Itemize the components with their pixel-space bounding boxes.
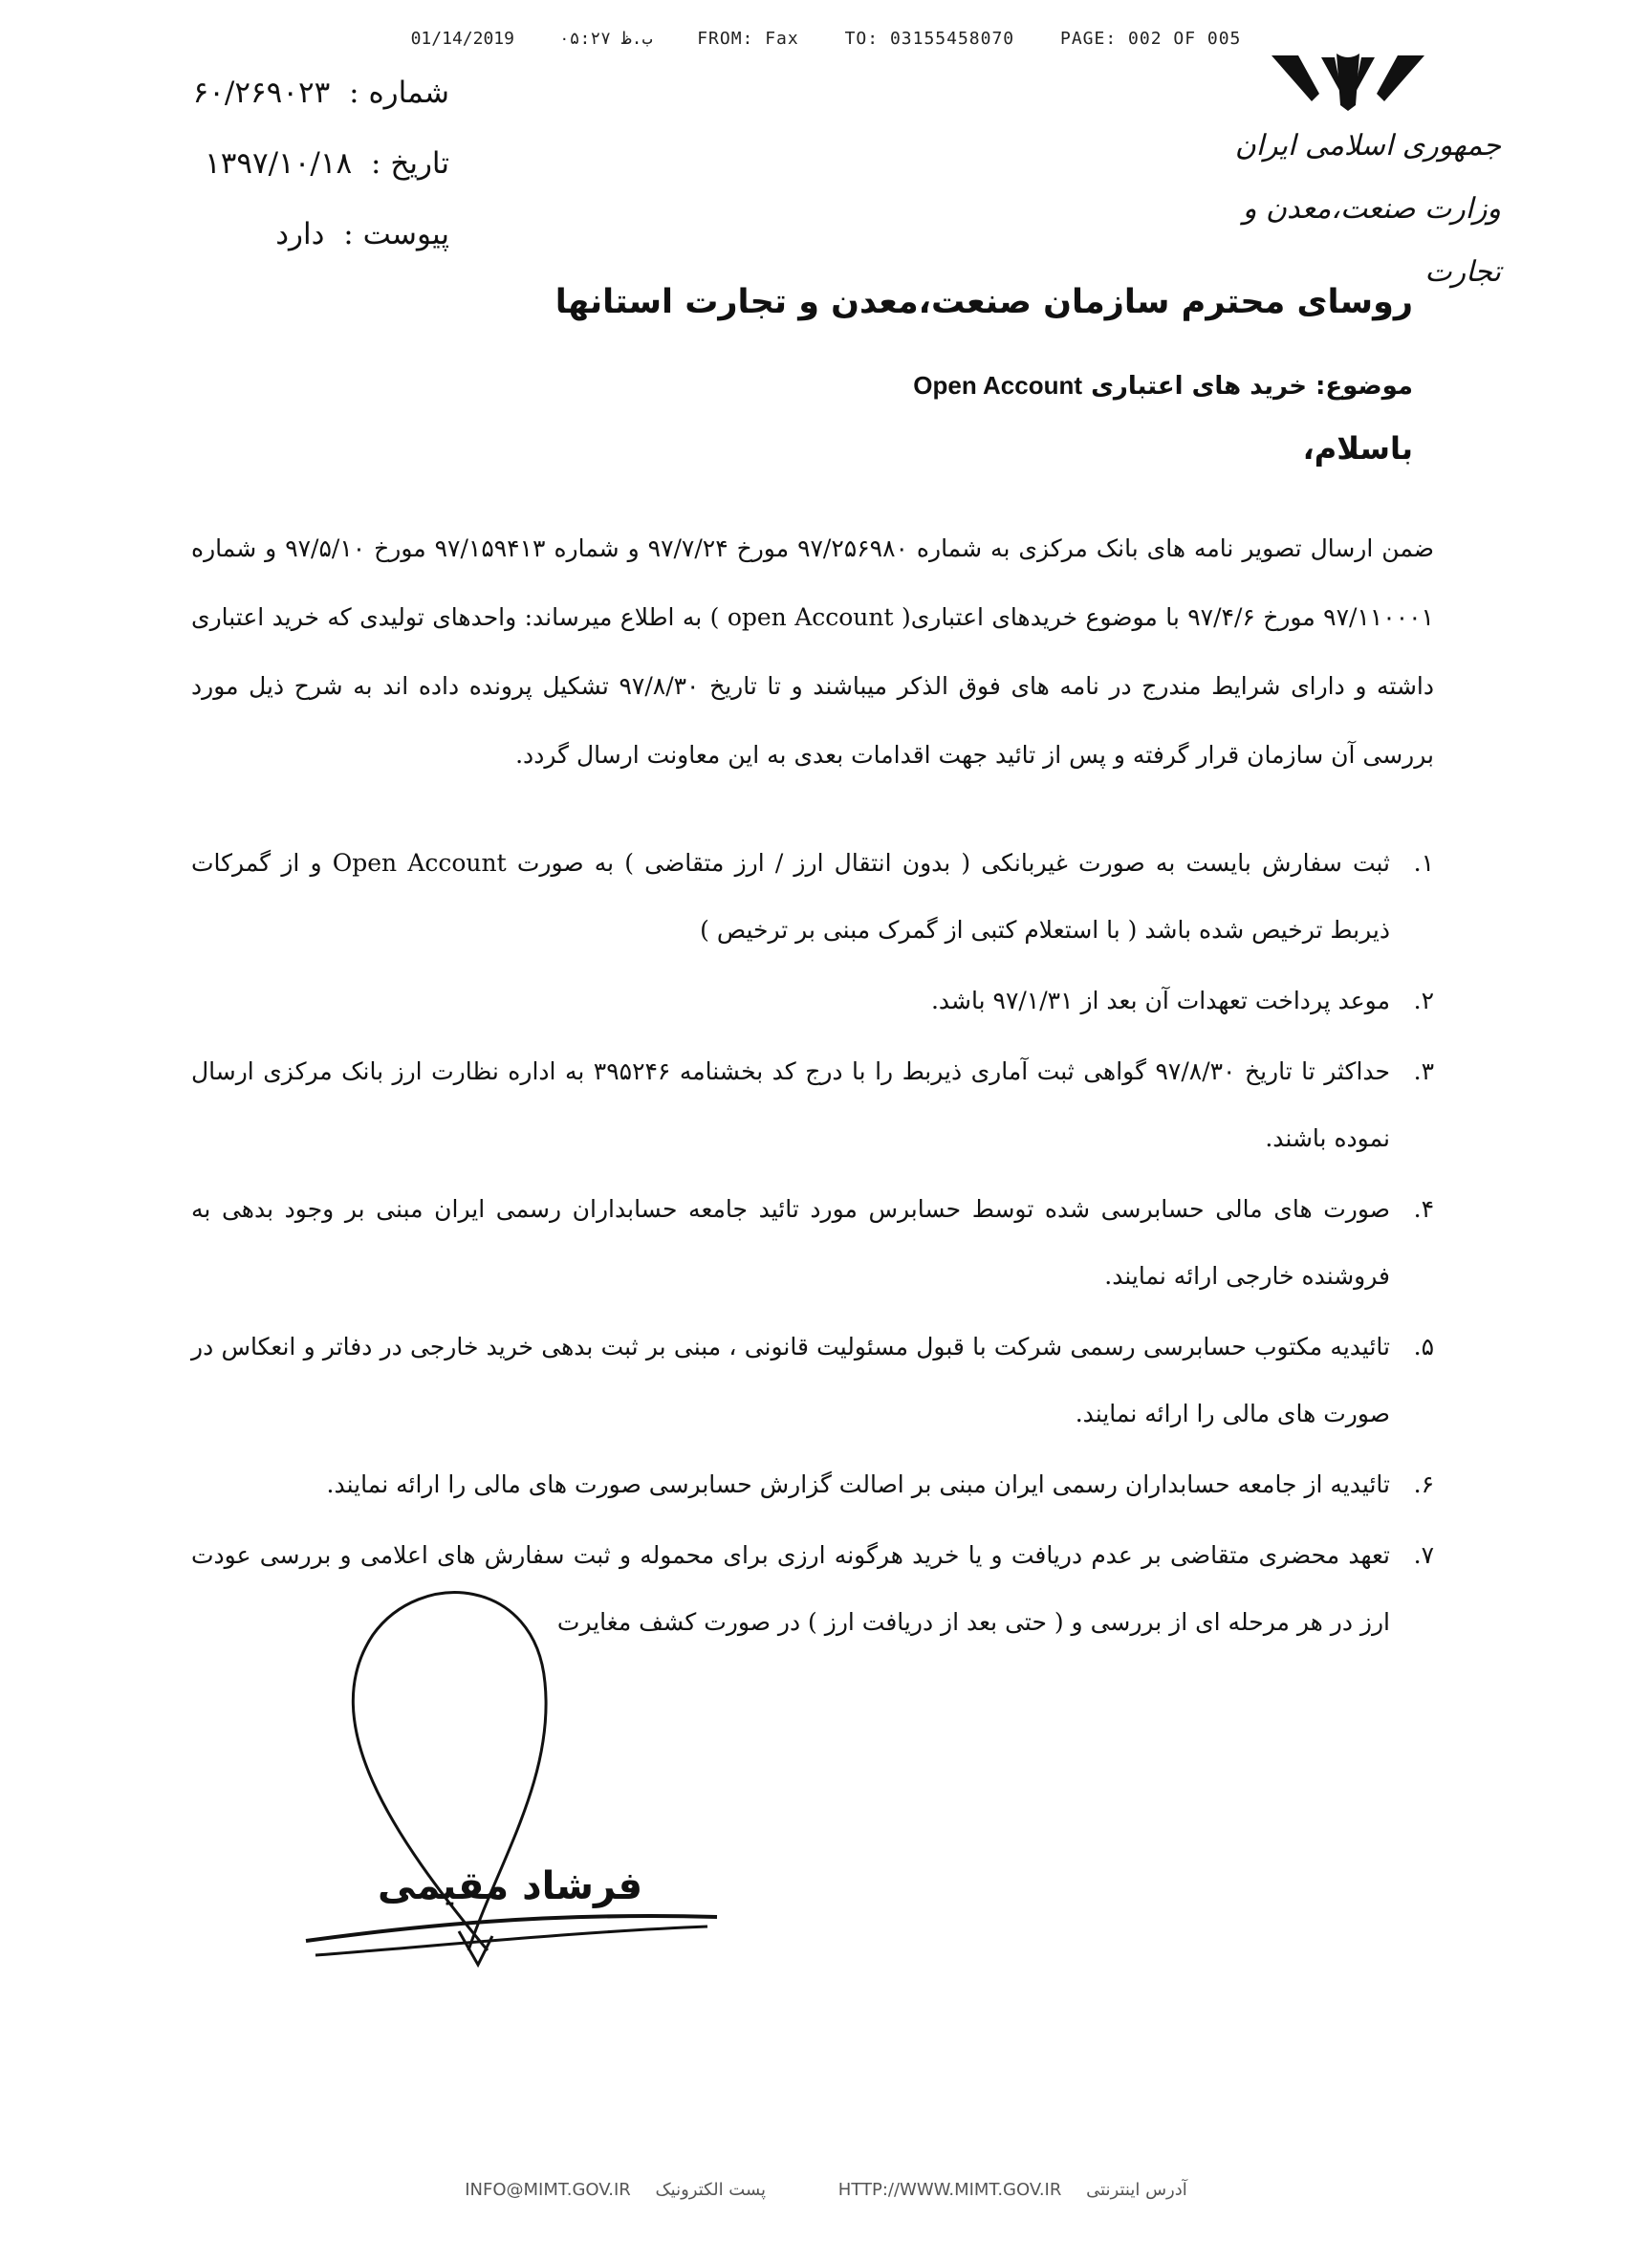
letter-body <box>191 514 1434 790</box>
list-item-number: ۶. <box>1413 1470 1434 1498</box>
list-item-number: ۲. <box>1413 987 1434 1014</box>
fax-from: FROM: Fax <box>697 29 799 49</box>
letter-number-label: شماره : <box>349 76 449 110</box>
list-item <box>191 1314 1434 1448</box>
letter-attachment-value: دارد <box>275 217 325 251</box>
list-item-text: موعد پرداخت تعهدات آن بعد از ۹۷/۱/۳۱ باشد. <box>930 987 1390 1014</box>
letter-attachment-label: پیوست : <box>343 217 449 251</box>
body-paragraph: ضمن ارسال تصویر نامه های بانک مرکزی به شماره ۹۷/۲۵۶۹۸۰ مورخ ۹۷/۷/۲۴ و شماره ۹۷/۱۵۹۴۱۳ مورخ ۹۷/۵/۱۰ و شماره ۹۷/۱۱۰۰۰۱ مورخ ۹۷/۴/۶ با موضوع خریدهای اعتباری( open Account ) به اطلاع میرساند: واحدهای تولیدی که خرید اعتباری داشته و دارای شرایط مندرج در نامه های فوق الذکر میباشند و تا تاریخ ۹۷/۸/۳۰ تشکیل پرونده داده اند به شرح ذیل مورد بررسی آن سازمان قرار گرفته و پس از تائید جهت اقدامات بعدی به این معاونت ارسال گردد. <box>191 534 1435 769</box>
signature-scribble <box>296 1549 736 1989</box>
list-item-text: صورت های مالی حسابرسی شده توسط حسابرس مورد تائید جامعه حسابداران رسمی ایران مبنی بر وجود بدهی به فروشنده خارجی ارائه نمایند. <box>191 1195 1390 1290</box>
list-item-text: ثبت سفارش بایست به صورت غیربانکی ( بدون انتقال ارز / ارز متقاضی ) به صورت Open Account و از گمرکات ذیربط ترخیص شده باشد ( با استعلام کتبی از گمرک مبنی بر ترخیص ) <box>191 849 1390 944</box>
fax-header <box>0 29 1652 49</box>
list-item-text: تائیدیه مکتوب حسابرسی رسمی شرکت با قبول مسئولیت قانونی ، مبنی بر ثبت بدهی خرید خارجی در دفاتر و انعکاس در صورت های مالی را ارائه نمایند. <box>191 1333 1390 1427</box>
list-item-text: تعهد محضری متقاضی بر عدم دریافت و یا خرید هرگونه ارزی برای محموله و ثبت سفارش های اعلامی و بررسی عودت ارز در هر مرحله ای از بررسی و ( حتی بعد از دریافت ارز ) در صورت کشف مغایرت <box>191 1541 1390 1636</box>
list-item <box>191 830 1434 964</box>
subject-line <box>913 371 1413 401</box>
list-item-text: تائیدیه از جامعه حسابداران رسمی ایران مبنی بر اصالت گزارش حسابرسی صورت های مالی را ارائه نمایند. <box>326 1470 1390 1498</box>
letter-footer <box>0 2180 1652 2200</box>
list-item-number: ۵. <box>1413 1333 1434 1360</box>
footer-website-label: آدرس اینترنتی <box>1086 2180 1187 2200</box>
list-item-text: حداکثر تا تاریخ ۹۷/۸/۳۰ گواهی ثبت آماری ذیربط را با درج کد بخشنامه ۳۹۵۲۴۶ به اداره نظارت ارز بانک مرکزی ارسال نموده باشند. <box>191 1057 1390 1152</box>
organization-block <box>1214 115 1501 304</box>
letter-meta <box>124 57 449 270</box>
list-item-number: ۷. <box>1413 1541 1434 1569</box>
letter-date-row <box>124 128 449 199</box>
salutation: باسلام، <box>1302 430 1413 467</box>
letter-date-value: ۱۳۹۷/۱۰/۱۸ <box>205 146 353 181</box>
requirements-list <box>191 830 1434 1656</box>
organization-line-1: جمهوری اسلامی ایران <box>1234 129 1501 163</box>
list-item-number: ۴. <box>1413 1195 1434 1223</box>
organization-line-2: وزارت صنعت،معدن و تجارت <box>1242 192 1501 289</box>
signer-name: فرشاد مقیمی <box>378 1864 643 1908</box>
fax-to: TO: 03155458070 <box>844 29 1015 49</box>
list-item <box>191 968 1434 1034</box>
list-item <box>191 1451 1434 1518</box>
subject-label: موضوع: خرید های اعتباری <box>1091 372 1413 401</box>
fax-page: PAGE: 002 OF 005 <box>1060 29 1242 49</box>
iran-emblem-icon <box>1252 48 1444 115</box>
list-item-number: ۳. <box>1413 1057 1434 1085</box>
list-item-number: ۱. <box>1413 849 1434 877</box>
list-item <box>191 1176 1434 1310</box>
footer-email: INFO@MIMT.GOV.IR <box>465 2180 631 2200</box>
recipient-line: روسای محترم سازمان صنعت،معدن و تجارت استانها <box>554 283 1413 321</box>
letter-date-label: تاریخ : <box>371 146 449 181</box>
footer-email-label: پست الکترونیک <box>655 2180 767 2200</box>
footer-website: HTTP://WWW.MIMT.GOV.IR <box>837 2180 1062 2200</box>
fax-time: ب.ظ ۰۵:۲۷ <box>558 29 653 49</box>
list-item <box>191 1038 1434 1172</box>
letter-number-row <box>124 57 449 128</box>
fax-date: 01/14/2019 <box>410 29 514 49</box>
letter-attachment-row <box>124 199 449 270</box>
subject-english: Open Account <box>913 371 1083 400</box>
letter-number-value: ۶۰/۲۶۹۰۲۳ <box>192 76 331 110</box>
